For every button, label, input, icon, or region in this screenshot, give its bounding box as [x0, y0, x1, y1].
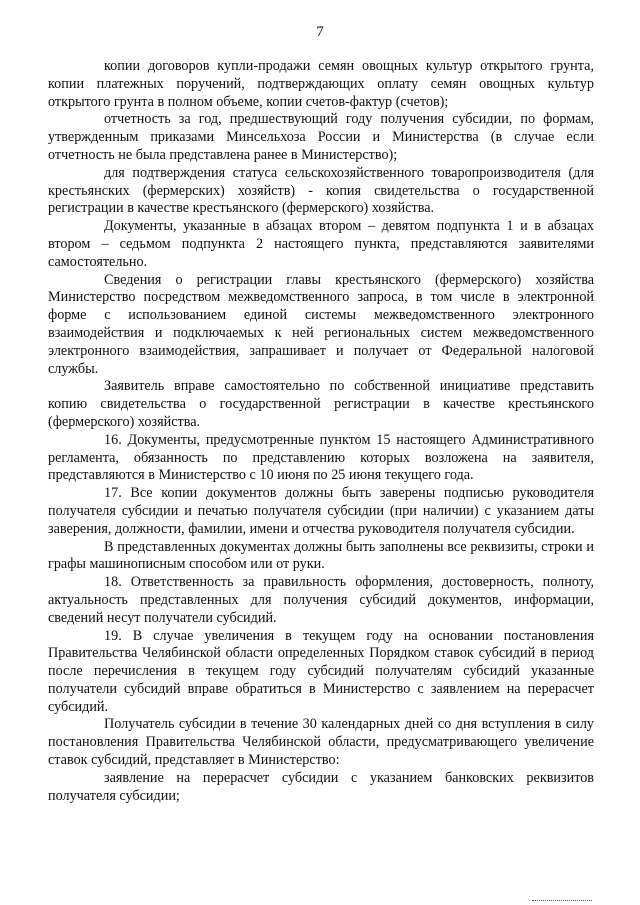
paragraph: 18. Ответственность за правильность оформления, достоверность, полноту, актуальность представленных для получения субсидий документов, информации, сведений несут получатели субсидий. [48, 574, 594, 626]
page-number: 7 [316, 24, 324, 40]
paragraph: 17. Все копии документов должны быть заверены подписью руководителя получателя субсидии и печатью получателя субсидии (при наличии) с указанием даты заверения, должности, фамилии, имени и отчества руководителя получателя субсидии. [48, 485, 594, 537]
footer-mark [532, 900, 592, 901]
paragraph: заявление на перерасчет субсидии с указанием банковских реквизитов получателя субсидии; [48, 769, 594, 804]
document-body [48, 58, 594, 805]
paragraph: Получатель субсидии в течение 30 календарных дней со дня вступления в силу постановления Правительства Челябинской области, предусматривающего увеличение ставок субсидий, представляет в Министерство: [48, 716, 594, 769]
paragraph: Сведения о регистрации главы крестьянского (фермерского) хозяйства Министерство посредством межведомственного запроса, в том числе в электронной форме с использованием единой системы межведомственного электронного взаимодействия и подключаемых к ней региональных систем межведомственного электронного взаимодействия, запрашивает и получает от Федеральной налоговой службы. [48, 271, 594, 377]
paragraph: отчетность за год, предшествующий году получения субсидии, по формам, утвержденным приказами Минсельхоза России и Министерства (в случае если отчетность не была представлена ранее в Министерство); [48, 111, 594, 163]
paragraph: 16. Документы, предусмотренные пунктом 15 настоящего Административного регламента, обязанность по представлению которых возложена на заявителя, представляются в Министерство с 10 июня по 25 июня текущего года. [48, 431, 594, 484]
paragraph: Заявитель вправе самостоятельно по собственной инициативе представить копию свидетельства о государственной регистрации в качестве крестьянского (фермерского) хозяйства. [48, 378, 594, 430]
paragraph: Документы, указанные в абзацах втором – девятом подпункта 1 и в абзацах втором – седьмом подпункта 2 настоящего пункта, представляются заявителями самостоятельно. [48, 218, 594, 270]
paragraph: копии договоров купли-продажи семян овощных культур открытого грунта, копии платежных поручений, подтверждающих оплату семян овощных культур открытого грунта в полном объеме, копии счетов-фактур (счетов); [48, 58, 594, 110]
paragraph: 19. В случае увеличения в текущем году на основании постановления Правительства Челябинской области определенных Порядком ставок субсидий в период после перечисления в текущем году субсидий получателям субсидий указанные получатели субсидий вправе обратиться в Министерство с заявлением на перерасчет субсидий. [48, 627, 594, 715]
paragraph: В представленных документах должны быть заполнены все реквизиты, строки и графы машинописным способом или от руки. [48, 538, 594, 573]
paragraph: для подтверждения статуса сельскохозяйственного товаропроизводителя (для крестьянских (фермерских) хозяйств) - копия свидетельства о государственной регистрации в качестве крестьянского (фермерского) хозяйства. [48, 164, 594, 217]
